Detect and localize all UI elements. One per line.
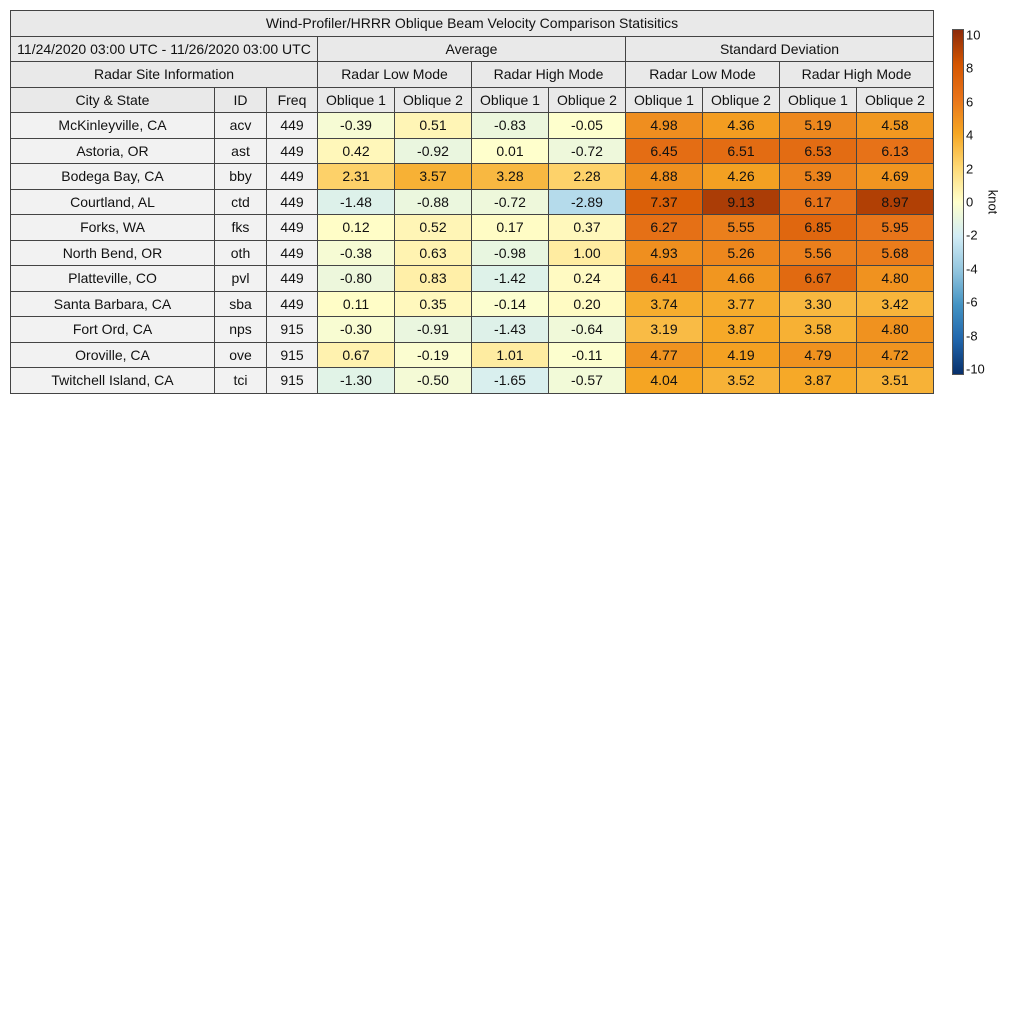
site-id: fks (215, 215, 267, 241)
value-cell: 4.88 (626, 164, 703, 190)
comparison-table (10, 10, 934, 394)
value-cell: 0.11 (318, 291, 395, 317)
site-city: Bodega Bay, CA (11, 164, 215, 190)
site-freq: 915 (267, 368, 318, 394)
value-cell: 4.04 (626, 368, 703, 394)
value-cell: 2.31 (318, 164, 395, 190)
value-cell: -0.19 (395, 342, 472, 368)
value-cell: -0.72 (472, 189, 549, 215)
value-cell: 5.68 (857, 240, 934, 266)
value-cell: 3.42 (857, 291, 934, 317)
value-cell: 6.27 (626, 215, 703, 241)
site-freq: 449 (267, 138, 318, 164)
value-cell: 0.37 (549, 215, 626, 241)
value-cell: 0.52 (395, 215, 472, 241)
colorbar-tick-label: -10 (966, 361, 985, 377)
mode-header: Radar High Mode (472, 62, 626, 88)
colorbar-tick-label: -6 (966, 294, 978, 310)
site-city: North Bend, OR (11, 240, 215, 266)
value-cell: 3.87 (780, 368, 857, 394)
colorbar-tick-label: 10 (966, 27, 981, 43)
site-city: Courtland, AL (11, 189, 215, 215)
colorbar-tick-label: 6 (966, 94, 974, 110)
table-row (11, 368, 934, 394)
site-id: sba (215, 291, 267, 317)
value-cell: 6.67 (780, 266, 857, 292)
value-cell: 7.37 (626, 189, 703, 215)
column-header: Oblique 1 (626, 87, 703, 113)
value-cell: 4.72 (857, 342, 934, 368)
date-range: 11/24/2020 03:00 UTC - 11/26/2020 03:00 UTC (11, 36, 318, 62)
site-city: Platteville, CO (11, 266, 215, 292)
value-cell: 4.58 (857, 113, 934, 139)
value-cell: -0.39 (318, 113, 395, 139)
value-cell: -1.43 (472, 317, 549, 343)
value-cell: 6.45 (626, 138, 703, 164)
table-row (11, 113, 934, 139)
site-info-header: Radar Site Information (11, 62, 318, 88)
group-header-std-dev: Standard Deviation (626, 36, 934, 62)
value-cell: 6.17 (780, 189, 857, 215)
value-cell: -0.38 (318, 240, 395, 266)
value-cell: -0.92 (395, 138, 472, 164)
value-cell: 0.51 (395, 113, 472, 139)
value-cell: -0.83 (472, 113, 549, 139)
value-cell: 3.51 (857, 368, 934, 394)
site-city: Oroville, CA (11, 342, 215, 368)
value-cell: -0.98 (472, 240, 549, 266)
value-cell: 1.00 (549, 240, 626, 266)
value-cell: 0.20 (549, 291, 626, 317)
value-cell: 4.79 (780, 342, 857, 368)
value-cell: -0.72 (549, 138, 626, 164)
mode-header: Radar High Mode (780, 62, 934, 88)
site-id: oth (215, 240, 267, 266)
colorbar-tick-label: -4 (966, 261, 978, 277)
value-cell: -0.88 (395, 189, 472, 215)
value-cell: -0.11 (549, 342, 626, 368)
site-city: McKinleyville, CA (11, 113, 215, 139)
value-cell: 4.66 (703, 266, 780, 292)
value-cell: -1.42 (472, 266, 549, 292)
site-city: Forks, WA (11, 215, 215, 241)
site-id: ast (215, 138, 267, 164)
site-id: ctd (215, 189, 267, 215)
value-cell: 0.24 (549, 266, 626, 292)
colorbar-tick-label: -2 (966, 227, 978, 243)
table-row (11, 317, 934, 343)
value-cell: 3.19 (626, 317, 703, 343)
site-freq: 449 (267, 266, 318, 292)
column-header: Oblique 2 (703, 87, 780, 113)
site-freq: 449 (267, 164, 318, 190)
value-cell: -1.65 (472, 368, 549, 394)
site-id: tci (215, 368, 267, 394)
value-cell: 4.77 (626, 342, 703, 368)
colorbar-tick-label: 8 (966, 60, 974, 76)
table-title: Wind-Profiler/HRRR Oblique Beam Velocity Comparison Statisitics (11, 11, 934, 37)
column-header: ID (215, 87, 267, 113)
site-freq: 915 (267, 342, 318, 368)
table-row (11, 266, 934, 292)
value-cell: 0.17 (472, 215, 549, 241)
value-cell: 0.35 (395, 291, 472, 317)
value-cell: -0.50 (395, 368, 472, 394)
column-header: Oblique 1 (780, 87, 857, 113)
value-cell: 1.01 (472, 342, 549, 368)
colorbar-tick-label: 0 (966, 194, 974, 210)
value-cell: 3.30 (780, 291, 857, 317)
value-cell: 5.55 (703, 215, 780, 241)
table-row (11, 164, 934, 190)
column-header-row (11, 87, 934, 113)
value-cell: 3.28 (472, 164, 549, 190)
value-cell: -0.30 (318, 317, 395, 343)
value-cell: -2.89 (549, 189, 626, 215)
site-freq: 449 (267, 113, 318, 139)
value-cell: 5.39 (780, 164, 857, 190)
table-row (11, 189, 934, 215)
site-freq: 449 (267, 240, 318, 266)
site-freq: 449 (267, 215, 318, 241)
value-cell: 0.67 (318, 342, 395, 368)
value-cell: 6.53 (780, 138, 857, 164)
value-cell: 4.80 (857, 317, 934, 343)
value-cell: 3.74 (626, 291, 703, 317)
site-city: Twitchell Island, CA (11, 368, 215, 394)
column-header: Oblique 2 (857, 87, 934, 113)
value-cell: 5.56 (780, 240, 857, 266)
site-city: Santa Barbara, CA (11, 291, 215, 317)
site-id: nps (215, 317, 267, 343)
value-cell: -0.57 (549, 368, 626, 394)
value-cell: 0.63 (395, 240, 472, 266)
value-cell: -0.91 (395, 317, 472, 343)
mode-header: Radar Low Mode (318, 62, 472, 88)
site-id: pvl (215, 266, 267, 292)
value-cell: 6.13 (857, 138, 934, 164)
value-cell: 4.26 (703, 164, 780, 190)
column-header: Oblique 1 (318, 87, 395, 113)
value-cell: 6.51 (703, 138, 780, 164)
column-header: Oblique 1 (472, 87, 549, 113)
value-cell: 5.19 (780, 113, 857, 139)
column-header: Freq (267, 87, 318, 113)
group-header-average: Average (318, 36, 626, 62)
value-cell: -1.48 (318, 189, 395, 215)
value-cell: 6.85 (780, 215, 857, 241)
value-cell: 3.77 (703, 291, 780, 317)
value-cell: 2.28 (549, 164, 626, 190)
value-cell: 6.41 (626, 266, 703, 292)
value-cell: 0.42 (318, 138, 395, 164)
colorbar (952, 29, 964, 375)
colorbar-tick-label: 4 (966, 127, 974, 143)
site-id: bby (215, 164, 267, 190)
site-id: ove (215, 342, 267, 368)
value-cell: 0.01 (472, 138, 549, 164)
mode-header: Radar Low Mode (626, 62, 780, 88)
site-id: acv (215, 113, 267, 139)
value-cell: 4.93 (626, 240, 703, 266)
value-cell: 3.87 (703, 317, 780, 343)
colorbar-tick-label: -8 (966, 328, 978, 344)
value-cell: -0.64 (549, 317, 626, 343)
column-header: City & State (11, 87, 215, 113)
value-cell: -0.05 (549, 113, 626, 139)
value-cell: 0.83 (395, 266, 472, 292)
table-row (11, 240, 934, 266)
value-cell: 3.58 (780, 317, 857, 343)
value-cell: 9.13 (703, 189, 780, 215)
value-cell: 5.26 (703, 240, 780, 266)
colorbar-tick-label: 2 (966, 161, 974, 177)
site-freq: 449 (267, 189, 318, 215)
value-cell: 3.57 (395, 164, 472, 190)
value-cell: -0.14 (472, 291, 549, 317)
column-header: Oblique 2 (395, 87, 472, 113)
value-cell: 8.97 (857, 189, 934, 215)
value-cell: 4.80 (857, 266, 934, 292)
site-freq: 449 (267, 291, 318, 317)
value-cell: 4.36 (703, 113, 780, 139)
table-row (11, 291, 934, 317)
value-cell: 4.69 (857, 164, 934, 190)
site-city: Fort Ord, CA (11, 317, 215, 343)
column-header: Oblique 2 (549, 87, 626, 113)
value-cell: 5.95 (857, 215, 934, 241)
value-cell: 4.19 (703, 342, 780, 368)
value-cell: 0.12 (318, 215, 395, 241)
colorbar-label: knot (985, 189, 1001, 215)
value-cell: -0.80 (318, 266, 395, 292)
table-row (11, 342, 934, 368)
site-city: Astoria, OR (11, 138, 215, 164)
value-cell: -1.30 (318, 368, 395, 394)
table-body (11, 113, 934, 394)
site-freq: 915 (267, 317, 318, 343)
value-cell: 4.98 (626, 113, 703, 139)
table-row (11, 215, 934, 241)
table-row (11, 138, 934, 164)
value-cell: 3.52 (703, 368, 780, 394)
